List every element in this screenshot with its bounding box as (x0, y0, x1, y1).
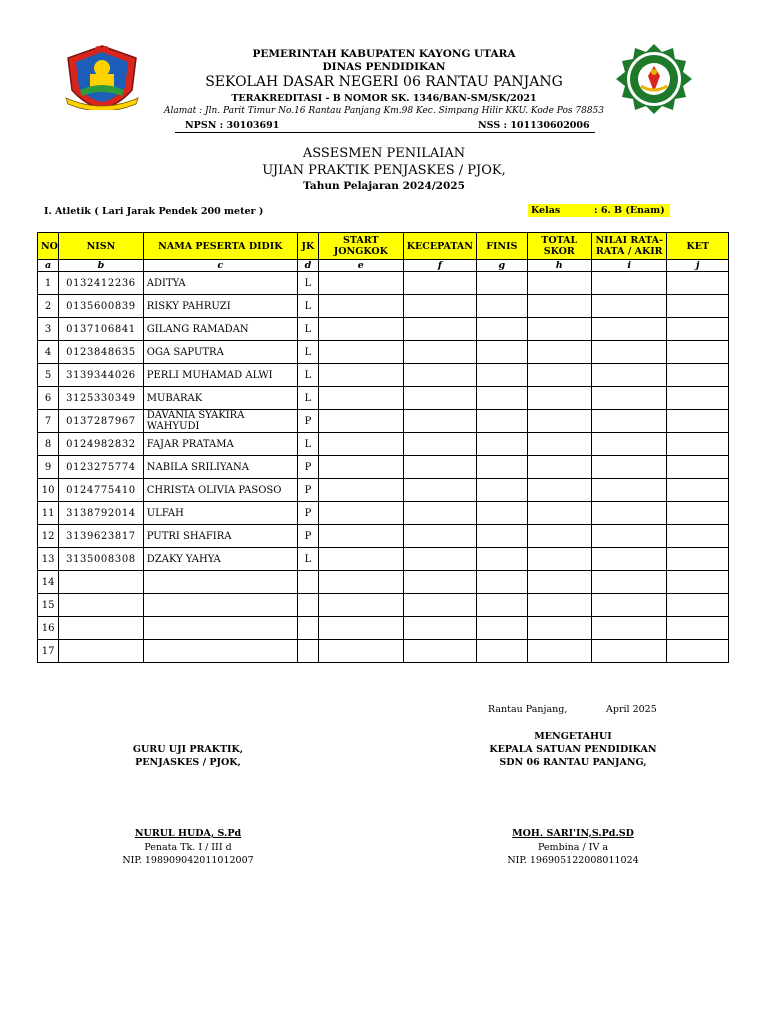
row-nama-cell: DZAKY YAHYA (143, 548, 297, 571)
row-jk-cell: L (297, 364, 318, 387)
row-score-cell[interactable] (667, 617, 729, 640)
row-jk-cell (297, 571, 318, 594)
row-score-cell[interactable] (403, 479, 477, 502)
row-score-cell[interactable] (319, 640, 404, 663)
row-score-cell[interactable] (403, 548, 477, 571)
row-nama-cell: DAVANIA SYAKIRA WAHYUDI (143, 410, 297, 433)
row-jk-cell (297, 640, 318, 663)
row-score-cell[interactable] (477, 272, 527, 295)
kelas-value: : 6. B (Enam) (594, 205, 665, 216)
row-nama-cell: PUTRI SHAFIRA (143, 525, 297, 548)
letter-cell: a (38, 260, 59, 272)
header-divider (175, 132, 595, 133)
table-row (38, 571, 729, 594)
row-nama-cell: FAJAR PRATAMA (143, 433, 297, 456)
row-score-cell[interactable] (527, 295, 591, 318)
row-no-cell: 7 (38, 410, 59, 433)
row-jk-cell: P (297, 410, 318, 433)
row-score-cell[interactable] (403, 571, 477, 594)
section-label: I. Atletik ( Lari Jarak Pendek 200 meter ) (44, 206, 264, 217)
row-jk-cell: L (297, 387, 318, 410)
row-score-cell[interactable] (591, 640, 667, 663)
row-jk-cell: L (297, 433, 318, 456)
row-score-cell[interactable] (667, 571, 729, 594)
row-score-cell[interactable] (319, 433, 404, 456)
row-score-cell[interactable] (591, 272, 667, 295)
row-score-cell[interactable] (667, 548, 729, 571)
row-score-cell[interactable] (319, 364, 404, 387)
row-nisn-cell: 3138792014 (59, 502, 144, 525)
row-nisn-cell: 0123275774 (59, 456, 144, 479)
left-role-1: GURU UJI PRAKTIK, (132, 744, 244, 755)
row-no-cell: 13 (38, 548, 59, 571)
row-score-cell[interactable] (477, 617, 527, 640)
row-score-cell[interactable] (591, 594, 667, 617)
col-start: START JONGKOK (319, 233, 404, 260)
row-score-cell[interactable] (319, 410, 404, 433)
row-score-cell[interactable] (477, 410, 527, 433)
table-row (38, 341, 729, 364)
row-score-cell[interactable] (527, 341, 591, 364)
table-row (38, 456, 729, 479)
row-nama-cell: PERLI MUHAMAD ALWI (143, 364, 297, 387)
row-score-cell[interactable] (667, 433, 729, 456)
row-score-cell[interactable] (319, 295, 404, 318)
row-jk-cell: L (297, 341, 318, 364)
col-kecepatan: KECEPATAN (403, 233, 477, 260)
row-score-cell[interactable] (319, 479, 404, 502)
letter-cell: c (143, 260, 297, 272)
row-score-cell[interactable] (403, 387, 477, 410)
row-score-cell[interactable] (527, 571, 591, 594)
row-score-cell[interactable] (667, 318, 729, 341)
row-nama-cell: GILANG RAMADAN (143, 318, 297, 341)
row-nisn-cell: 3125330349 (59, 387, 144, 410)
letter-cell: g (477, 260, 527, 272)
row-score-cell[interactable] (319, 272, 404, 295)
letter-cell: f (403, 260, 477, 272)
letter-cell: j (667, 260, 729, 272)
row-score-cell[interactable] (667, 640, 729, 663)
row-score-cell[interactable] (591, 364, 667, 387)
row-score-cell[interactable] (591, 295, 667, 318)
right-signatory-nip: NIP. 196905122008011024 (507, 855, 639, 866)
header-npsn: NPSN : 30103691 (185, 120, 280, 131)
right-signatory-name: MOH. SARI'IN,S.Pd.SD (512, 828, 634, 839)
row-score-cell[interactable] (527, 364, 591, 387)
row-nisn-cell (59, 617, 144, 640)
table-row (38, 295, 729, 318)
row-no-cell: 8 (38, 433, 59, 456)
row-score-cell[interactable] (403, 410, 477, 433)
row-no-cell: 5 (38, 364, 59, 387)
row-score-cell[interactable] (527, 433, 591, 456)
letter-cell: b (59, 260, 144, 272)
row-score-cell[interactable] (527, 640, 591, 663)
row-score-cell[interactable] (319, 617, 404, 640)
row-no-cell: 6 (38, 387, 59, 410)
row-score-cell[interactable] (667, 594, 729, 617)
row-nisn-cell: 0137287967 (59, 410, 144, 433)
row-score-cell[interactable] (527, 525, 591, 548)
row-score-cell[interactable] (319, 548, 404, 571)
row-no-cell: 2 (38, 295, 59, 318)
row-jk-cell: P (297, 456, 318, 479)
row-score-cell[interactable] (667, 525, 729, 548)
row-score-cell[interactable] (477, 341, 527, 364)
row-nisn-cell: 0123848635 (59, 341, 144, 364)
row-jk-cell: L (297, 548, 318, 571)
right-role-2: SDN 06 RANTAU PANJANG, (499, 757, 647, 768)
letter-cell: i (591, 260, 667, 272)
row-score-cell[interactable] (591, 548, 667, 571)
row-no-cell: 12 (38, 525, 59, 548)
row-score-cell[interactable] (319, 456, 404, 479)
score-table (37, 232, 729, 663)
row-score-cell[interactable] (319, 387, 404, 410)
table-row (38, 410, 729, 433)
right-signatory-rank: Pembina / IV a (537, 842, 609, 853)
row-score-cell[interactable] (319, 571, 404, 594)
place-date: Rantau Panjang, (488, 704, 568, 715)
row-score-cell[interactable] (527, 479, 591, 502)
row-score-cell[interactable] (477, 387, 527, 410)
col-total: TOTAL SKOR (527, 233, 591, 260)
row-jk-cell: L (297, 272, 318, 295)
row-score-cell[interactable] (403, 502, 477, 525)
row-no-cell: 15 (38, 594, 59, 617)
row-score-cell[interactable] (477, 571, 527, 594)
col-no: NO (38, 233, 59, 260)
row-score-cell[interactable] (667, 272, 729, 295)
header-nss: NSS : 101130602006 (478, 120, 590, 131)
row-score-cell[interactable] (527, 548, 591, 571)
row-jk-cell: P (297, 479, 318, 502)
col-ket: KET (667, 233, 729, 260)
table-row (38, 502, 729, 525)
row-no-cell: 9 (38, 456, 59, 479)
col-nama: NAMA PESERTA DIDIK (143, 233, 297, 260)
row-nama-cell: ULFAH (143, 502, 297, 525)
row-no-cell: 17 (38, 640, 59, 663)
row-nama-cell: ADITYA (143, 272, 297, 295)
header-address: Alamat : Jln. Parit Timur No.16 Rantau Panjang Km.98 Kec. Simpang Hilir KKU. Kode Pos 78853 (164, 106, 604, 116)
row-score-cell[interactable] (403, 456, 477, 479)
header-school-name: SEKOLAH DASAR NEGERI 06 RANTAU PANJANG (205, 74, 563, 90)
row-nisn-cell: 0137106841 (59, 318, 144, 341)
row-nisn-cell: 0132412236 (59, 272, 144, 295)
kelas-box (528, 204, 670, 217)
left-signatory-name: NURUL HUDA, S.Pd (134, 828, 242, 839)
row-nisn-cell: 0124775410 (59, 479, 144, 502)
row-score-cell[interactable] (667, 387, 729, 410)
row-score-cell[interactable] (477, 433, 527, 456)
table-row (38, 617, 729, 640)
row-score-cell[interactable] (667, 479, 729, 502)
table-letter-row (38, 260, 729, 272)
row-no-cell: 16 (38, 617, 59, 640)
row-nama-cell (143, 571, 297, 594)
table-header-row (38, 233, 729, 260)
row-score-cell[interactable] (527, 272, 591, 295)
row-jk-cell: P (297, 502, 318, 525)
right-role-1: KEPALA SATUAN PENDIDIKAN (489, 744, 657, 755)
row-score-cell[interactable] (667, 502, 729, 525)
row-score-cell[interactable] (403, 640, 477, 663)
row-nama-cell: RISKY PAHRUZI (143, 295, 297, 318)
table-row (38, 387, 729, 410)
row-jk-cell: L (297, 295, 318, 318)
table-row (38, 525, 729, 548)
row-no-cell: 11 (38, 502, 59, 525)
doc-academic-year: Tahun Pelajaran 2024/2025 (303, 180, 465, 192)
row-score-cell[interactable] (403, 617, 477, 640)
row-score-cell[interactable] (527, 318, 591, 341)
row-nama-cell: MUBARAK (143, 387, 297, 410)
row-score-cell[interactable] (527, 502, 591, 525)
row-score-cell[interactable] (319, 525, 404, 548)
doc-title: ASSESMEN PENILAIAN (302, 146, 466, 161)
row-nisn-cell: 0124982832 (59, 433, 144, 456)
row-score-cell[interactable] (591, 433, 667, 456)
row-score-cell[interactable] (477, 479, 527, 502)
header-department: DINAS PENDIDIKAN (322, 61, 446, 73)
row-score-cell[interactable] (667, 295, 729, 318)
row-score-cell[interactable] (527, 410, 591, 433)
row-score-cell[interactable] (477, 640, 527, 663)
row-score-cell[interactable] (477, 318, 527, 341)
table-row (38, 318, 729, 341)
row-nama-cell: CHRISTA OLIVIA PASOSO (143, 479, 297, 502)
row-score-cell[interactable] (667, 364, 729, 387)
row-score-cell[interactable] (477, 502, 527, 525)
row-score-cell[interactable] (477, 364, 527, 387)
row-score-cell[interactable] (591, 502, 667, 525)
row-score-cell[interactable] (591, 456, 667, 479)
row-score-cell[interactable] (667, 341, 729, 364)
col-finis: FINIS (477, 233, 527, 260)
row-score-cell[interactable] (403, 295, 477, 318)
row-score-cell[interactable] (403, 594, 477, 617)
row-score-cell[interactable] (403, 525, 477, 548)
row-no-cell: 3 (38, 318, 59, 341)
row-score-cell[interactable] (527, 594, 591, 617)
table-row (38, 640, 729, 663)
row-no-cell: 10 (38, 479, 59, 502)
row-jk-cell (297, 617, 318, 640)
row-nisn-cell (59, 640, 144, 663)
row-no-cell: 1 (38, 272, 59, 295)
row-score-cell[interactable] (477, 525, 527, 548)
row-nama-cell (143, 617, 297, 640)
table-row (38, 433, 729, 456)
row-score-cell[interactable] (477, 548, 527, 571)
table-row (38, 479, 729, 502)
row-score-cell[interactable] (591, 617, 667, 640)
row-score-cell[interactable] (591, 571, 667, 594)
row-no-cell: 4 (38, 341, 59, 364)
doc-subtitle: UJIAN PRAKTIK PENJASKES / PJOK, (262, 163, 506, 178)
row-nama-cell (143, 594, 297, 617)
row-jk-cell: L (297, 318, 318, 341)
row-score-cell[interactable] (403, 341, 477, 364)
row-score-cell[interactable] (319, 502, 404, 525)
row-score-cell[interactable] (527, 387, 591, 410)
row-score-cell[interactable] (477, 594, 527, 617)
row-score-cell[interactable] (403, 433, 477, 456)
row-score-cell[interactable] (403, 364, 477, 387)
row-nisn-cell (59, 571, 144, 594)
header-accreditation: TERAKREDITASI - B NOMOR SK. 1346/BAN-SM/SK/2021 (231, 93, 537, 104)
col-nisn: NISN (59, 233, 144, 260)
row-nisn-cell: 3139344026 (59, 364, 144, 387)
row-score-cell[interactable] (477, 456, 527, 479)
kelas-label: Kelas (531, 205, 561, 216)
row-score-cell[interactable] (591, 410, 667, 433)
letter-cell: h (527, 260, 591, 272)
row-nisn-cell: 3139623817 (59, 525, 144, 548)
row-score-cell[interactable] (527, 617, 591, 640)
row-score-cell[interactable] (403, 272, 477, 295)
row-jk-cell: P (297, 525, 318, 548)
letter-cell: d (297, 260, 318, 272)
row-score-cell[interactable] (591, 387, 667, 410)
row-nama-cell (143, 640, 297, 663)
row-score-cell[interactable] (319, 594, 404, 617)
row-score-cell[interactable] (591, 318, 667, 341)
row-no-cell: 14 (38, 571, 59, 594)
row-score-cell[interactable] (403, 318, 477, 341)
table-row (38, 548, 729, 571)
month-year: April 2025 (606, 704, 657, 715)
row-nisn-cell: 0135600839 (59, 295, 144, 318)
col-nilai: NILAI RATA-RATA / AKIR (591, 233, 667, 260)
left-role-2: PENJASKES / PJOK, (135, 757, 241, 768)
left-signatory-nip: NIP. 198909042011012007 (122, 855, 254, 866)
letter-cell: e (319, 260, 404, 272)
row-score-cell[interactable] (667, 410, 729, 433)
row-nama-cell: NABILA SRILIYANA (143, 456, 297, 479)
row-jk-cell (297, 594, 318, 617)
row-score-cell[interactable] (477, 295, 527, 318)
table-row (38, 272, 729, 295)
row-nisn-cell (59, 594, 144, 617)
header-government: PEMERINTAH KABUPATEN KAYONG UTARA (252, 48, 516, 60)
row-nama-cell: OGA SAPUTRA (143, 341, 297, 364)
row-score-cell[interactable] (591, 525, 667, 548)
table-row (38, 594, 729, 617)
row-score-cell[interactable] (591, 341, 667, 364)
row-score-cell[interactable] (527, 456, 591, 479)
row-score-cell[interactable] (319, 318, 404, 341)
table-row (38, 364, 729, 387)
mengetahui-label: MENGETAHUI (534, 731, 612, 742)
row-nisn-cell: 3135008308 (59, 548, 144, 571)
row-score-cell[interactable] (667, 456, 729, 479)
row-score-cell[interactable] (591, 479, 667, 502)
col-jk: JK (297, 233, 318, 260)
row-score-cell[interactable] (319, 341, 404, 364)
left-signatory-rank: Penata Tk. I / III d (144, 842, 232, 853)
